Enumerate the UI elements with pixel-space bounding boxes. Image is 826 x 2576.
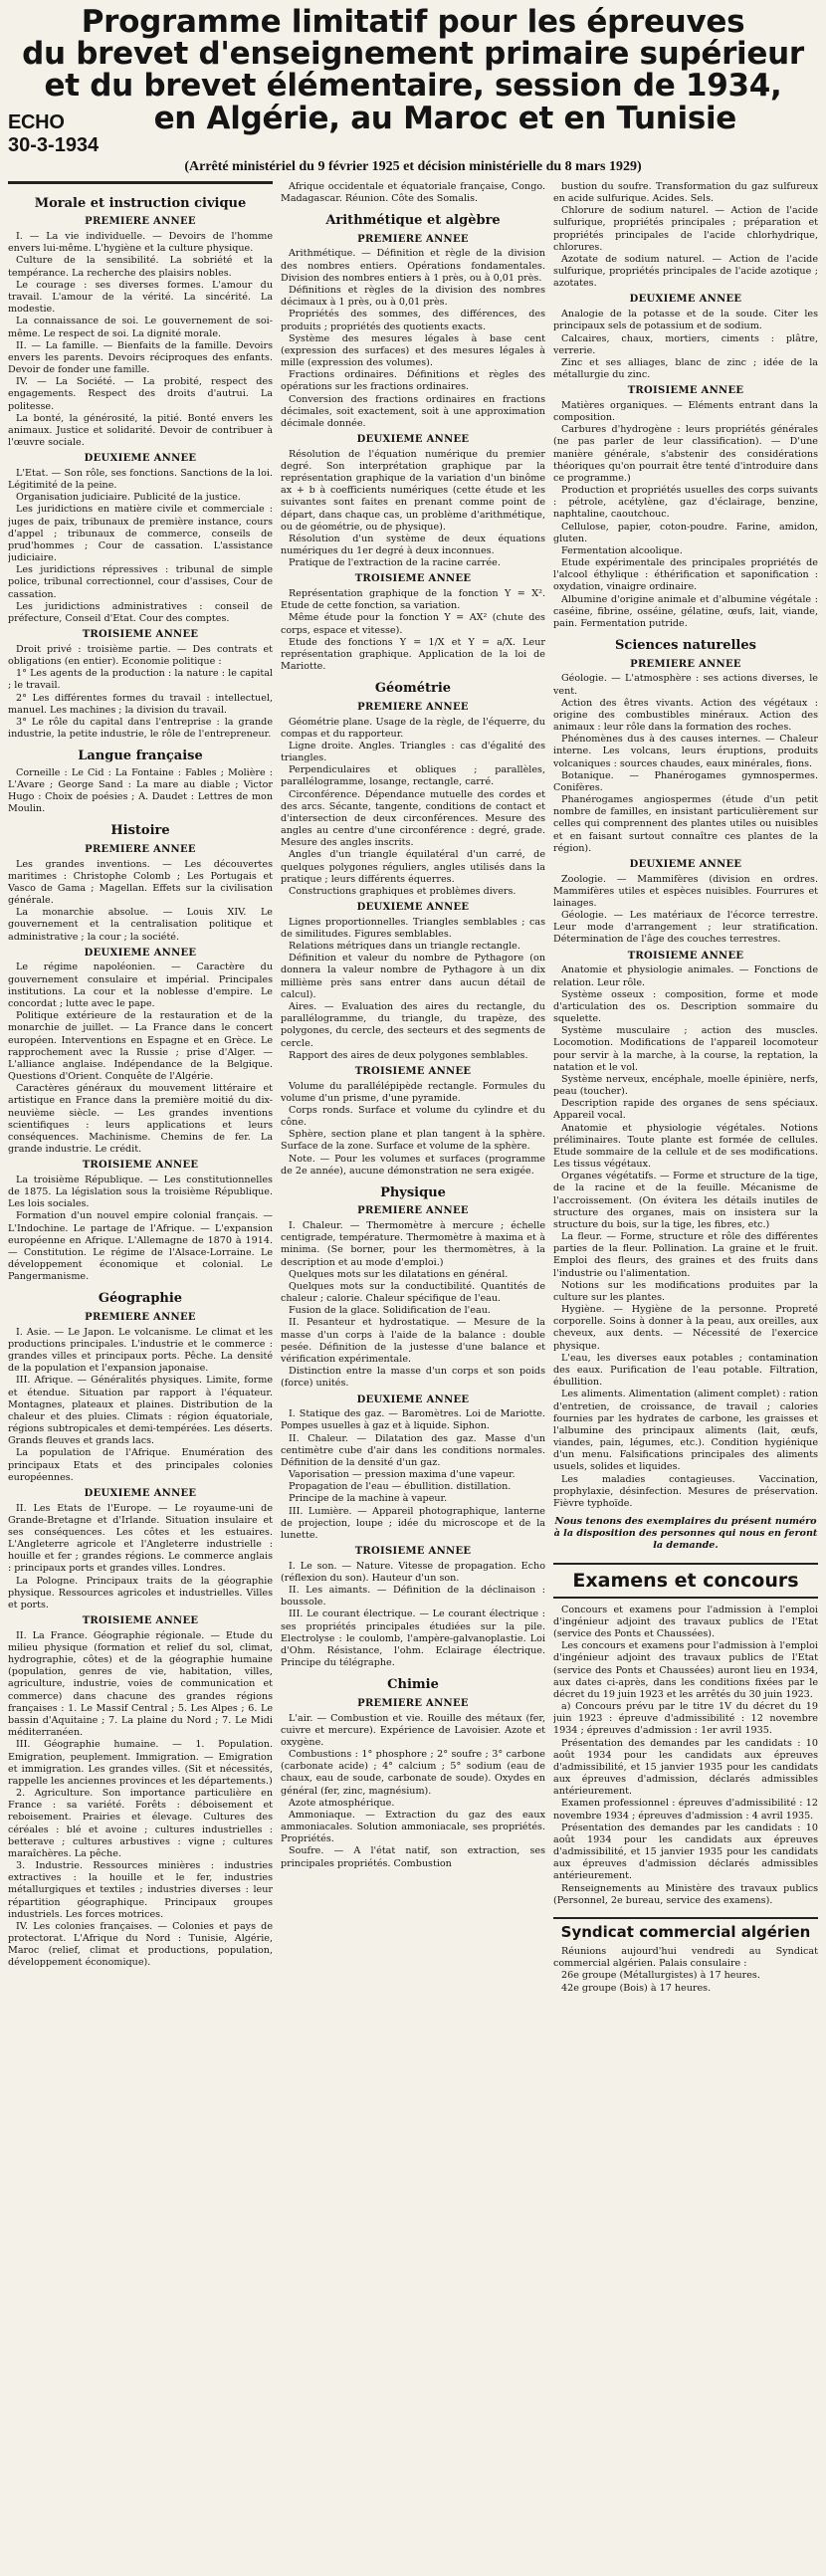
paragraph: Définitions et règles de la division des nombres décimaux à 1 près, ou à 0,01 près. — [281, 284, 545, 309]
paragraph: Fractions ordinaires. Définitions et règles des opérations sur les fractions ordinaires. — [281, 369, 545, 393]
paragraph: Anatomie et physiologie animales. — Fonctions de relation. Leur rôle. — [553, 965, 818, 988]
paragraph: Propriétés des sommes, des différences, des produits ; propriétés des quotients exacts. — [281, 309, 545, 332]
paragraph: Présentation des demandes par les candidats : 10 août 1934 pour les candidats aux épreuves d'admissibilité, et 15 janvier 1935 pour les candidats aux épreuves d'admission déclarés admissibles antérieurement. — [553, 1822, 818, 1882]
paragraph: Azote atmosphérique. — [289, 1797, 395, 1809]
paragraph: I. Le son. — Nature. Vitesse de propagation. Echo (réflexion du son). Hauteur d'un son. — [281, 1560, 545, 1584]
paragraph: Examen professionnel : épreuves d'admissibilité : 12 novembre 1934 ; épreuves d'admission : 4 avril 1935. — [553, 1798, 818, 1822]
year-heading: PREMIERE ANNEE — [85, 216, 196, 228]
paragraph: Conversion des fractions ordinaires en fractions décimales, soit exactement, soit à une approximation décimale donnée. — [281, 393, 545, 429]
paragraph: Réunions aujourd'hui vendredi au Syndicat commercial algérien. Palais consulaire : — [553, 1946, 818, 1970]
year-heading: TROISIEME ANNEE — [354, 1546, 472, 1558]
paragraph: Ligne droite. Angles. Triangles : cas d'égalité des triangles. — [281, 740, 545, 764]
section-heading: Arithmétique et algèbre — [325, 213, 501, 229]
paragraph: Renseignements au Ministère des travaux publics (Personnel, 2e bureau, service des examens). — [553, 1882, 818, 1906]
section-heading: Sciences naturelles — [615, 638, 756, 654]
paragraph: La troisième République. — Les constitutionnelles de 1875. La législation sous la troisième République. Les lois sociales. — [8, 1174, 273, 1210]
paragraph: III. Lumière. — Appareil photographique, lanterne de projection, loupe ; idée du microscope et de la lunette. — [281, 1505, 545, 1541]
paragraph: L'eau, les diverses eaux potables ; contamination des eaux. Purification de l'eau potable. Filtration, ébullition. — [553, 1352, 818, 1389]
paragraph: a) Concours prévu par le titre 1V du décret du 19 juin 1923 : épreuve d'admissibilité : 12 novembre 1934 ; épreuves d'admission : 1er avril 1935. — [553, 1701, 818, 1737]
paragraph: Analogie de la potasse et de la soude. Citer les principaux sels de potassium et de sodium. — [553, 309, 818, 332]
paragraph: Fusion de la glace. Solidification de l'eau. — [289, 1305, 491, 1317]
headline-line-3: et du brevet élémentaire, session de 1934, — [44, 68, 782, 105]
paragraph: Circonférence. Dépendance mutuelle des cordes et des arcs. Sécante, tangente, conditions de contact et d'intersection de deux circonférences. Mesure des angles au centre d'une circonférence : degré, grade. Mesure des angles inscrits. — [281, 788, 545, 849]
year-heading: PREMIERE ANNEE — [357, 233, 469, 245]
year-heading: PREMIERE ANNEE — [357, 1205, 469, 1217]
paragraph: Système des mesures légales à base cent (expression des surfaces) et des mesures légales à mille (expression des volumes). — [281, 332, 545, 369]
year-heading: TROISIEME ANNEE — [82, 629, 199, 641]
paragraph: Les juridictions répressives : tribunal de simple police, tribunal correctionnel, cour d'assises, Cour de cassation. — [8, 564, 273, 600]
paragraph: Pratique de l'extraction de la racine carrée. — [289, 557, 501, 569]
paragraph: L'air. — Combustion et vie. Rouille des métaux (fer, cuivre et mercure). Expérience de Lavoisier. Azote et oxygène. — [281, 1712, 545, 1748]
paragraph: 2° Les différentes formes du travail : intellectuel, manuel. Les machines ; la division du travail. — [8, 692, 273, 716]
paragraph: Droit privé : troisième partie. — Des contrats et obligations (en entier). Economie politique : — [8, 643, 273, 667]
paragraph: Culture de la sensibilité. La sobriété et la tempérance. La recherche des plaisirs nobles. — [8, 255, 273, 279]
year-heading: DEUXIEME ANNEE — [356, 902, 470, 914]
paragraph: Même étude pour la fonction Y = AX² (chute des corps, espace et vitesse). — [281, 612, 545, 636]
paragraph: I. Asie. — Le Japon. Le volcanisme. Le climat et les productions principales. L'industrie et le commerce : grandes villes et principaux ports. Pêche. La densité de la population et l'expansion japonaise. — [8, 1326, 273, 1375]
paragraph: Etude expérimentale des principales propriétés de l'alcool éthylique : éthérification et saponification : oxydation, vinaigre ordinaire. — [553, 557, 818, 593]
paragraph: II. Les aimants. — Définition de la déclinaison : boussole. — [281, 1585, 545, 1609]
paragraph: Vaporisation — pression maxima d'une vapeur. — [289, 1469, 516, 1481]
paragraph: III. Géographie humaine. — 1. Population. Emigration, peuplement. Immigration. — Emigration et immigration. Les grandes villes. (Sit et nécessités, rappelle les anciennes provinces et les départements.) — [8, 1739, 273, 1787]
paragraph: Cellulose, papier, coton-poudre. Farine, amidon, gluten. — [553, 521, 818, 544]
paragraph: Description rapide des organes de sens spéciaux. Appareil vocal. — [553, 1098, 818, 1122]
paragraph: I. Chaleur. — Thermomètre à mercure ; échelle centigrade, température. Thermomètre à maxima et à minima. (Se borner, pour les thermomètres, à la description et au mode d'emploi.) — [281, 1220, 545, 1268]
paragraph: 1° Les agents de la production : la nature : le capital ; le travail. — [8, 668, 273, 692]
section-banner: Syndicat commercial algérien — [553, 1917, 818, 1942]
paragraph: Système musculaire ; action des muscles. Locomotion. Modifications de l'appareil locomoteur pour servir à la marche, à la course, la reptation, la natation et le vol. — [553, 1025, 818, 1073]
paragraph: Production et propriétés usuelles des corps suivants : pétrole, acétylène, gaz d'éclairage, benzine, naphtaline, caoutchouc. — [553, 485, 818, 521]
paragraph: Principe de la machine à vapeur. — [289, 1493, 448, 1505]
paragraph: Représentation graphique de la fonction Y = X². Etude de cette fonction, sa variation. — [281, 588, 545, 612]
year-heading: PREMIERE ANNEE — [357, 1697, 469, 1709]
paragraph: Albumine d'origine animale et d'albumine végétale : caséine, fibrine, osséine, gélatine, œufs, lait, viande, pain. Fermentation putride. — [553, 593, 818, 629]
paragraph: 26e groupe (Métallurgistes) à 17 heures. — [561, 1970, 760, 1982]
section-heading: Histoire — [110, 823, 170, 839]
paragraph: Notions sur les modifications produites par la culture sur les plantes. — [553, 1279, 818, 1303]
paragraph: Les aliments. Alimentation (aliment complet) : ration d'entretien, de croissance, de travail ; calories fournies par les hydrates de carbone, les graisses et l'albumine des principaux aliments (lait, œufs, viandes, pain, légumes, etc.). Condition hygiénique d'un menu. Falsifications principales des aliments usuels, solides et liquides. — [553, 1389, 818, 1473]
paragraph: Relations métriques dans un triangle rectangle. — [289, 941, 520, 953]
echo-label: ECHO — [8, 110, 65, 133]
paragraph: Rapport des aires de deux polygones semblables. — [289, 1049, 528, 1061]
paragraph: Système nerveux, encéphale, moelle épinière, nerfs, peau (toucher). — [553, 1073, 818, 1098]
paragraph: Propagation de l'eau — ébullition. distillation. — [289, 1481, 512, 1493]
paragraph: II. Pesanteur et hydrostatique. — Mesure de la masse d'un corps à l'aide de la balance : double pesée. Définition de la justesse d'une balance et vérification expérimentale. — [281, 1317, 545, 1365]
paragraph: 2. Agriculture. Son importance particulière en France : sa variété. Forêts : déboisement et reboisement. Prairies et élevage. Cultures des céréales : blé et avoine ; cultures industrielles : betterave ; cultures arbustives : vigne ; cultures maraîchères. La pêche. — [8, 1788, 273, 1859]
paragraph: 42e groupe (Bois) à 17 heures. — [561, 1982, 712, 1994]
paragraph: 3. Industrie. Ressources minières : industries extractives : la houille et le fer, industries métallurgiques et textiles ; industries diverses : leur répartition géographique. Principaux groupes industriels. Les forces motrices. — [8, 1860, 273, 1920]
paragraph: Caractères généraux du mouvement littéraire et artistique en France dans la première moitié du dix-neuvième siècle. — Les grandes inventions scientifiques : leurs applications et leurs conséquences. Machinisme. Chemins de fer. La grande industrie. Le crédit. — [8, 1083, 273, 1156]
paragraph: Présentation des demandes par les candidats : 10 août 1934 pour les candidats aux épreuves d'admissibilité, et 15 janvier 1935 pour les candidats aux épreuves d'admission, déclarés admissibles antérieurement. — [553, 1737, 818, 1798]
year-heading: PREMIERE ANNEE — [85, 1311, 196, 1323]
year-heading: TROISIEME ANNEE — [82, 1615, 199, 1627]
decree-reference: (Arrêté ministériel du 9 février 1925 et décision ministérielle du 8 mars 1929) — [184, 158, 642, 174]
paragraph: Sphère, section plane et plan tangent à la sphère. Surface de la zone. Surface et volume de la sphère. — [281, 1129, 545, 1153]
column-2 — [281, 181, 545, 2461]
paragraph: La Pologne. Principaux traits de la géographie physique. Ressources agricoles et industrielles. Villes et ports. — [8, 1575, 273, 1610]
headline-line-1: Programme limitatif pour les épreuves — [81, 4, 745, 40]
paragraph: Aires. — Evaluation des aires du rectangle, du parallélogramme, du triangle, du trapèze, des polygones, du cercle, des secteurs et des segments de cercle. — [281, 1001, 545, 1049]
year-heading: PREMIERE ANNEE — [85, 843, 196, 855]
paragraph: Combustions : 1° phosphore ; 2° soufre ; 3° carbone (carbonate acide) ; 4° calcium ; 5° sodium (eau de chaux, eau de soude, carbonate de soude). Oxydes en général (fer, zinc, magnésium). — [281, 1749, 545, 1797]
dateline — [8, 134, 818, 157]
paragraph: III. Afrique. — Généralités physiques. Limite, forme et étendue. Situation par rapport à l'équateur. Montagnes, plateaux et plaines. Distribution de la chaleur et des pluies. Climats : région équatoriale, régions subtropicales et demi-tempérées. Les déserts. Grands fleuves et grands lacs. — [8, 1375, 273, 1447]
year-heading: DEUXIEME ANNEE — [84, 1487, 197, 1499]
paragraph: Les juridictions en matière civile et commerciale : juges de paix, tribunaux de première instance, cours d'appel ; tribunaux de commerce, conseils de prud'hommes ; Cour de cassation. L'assistance judiciaire. — [8, 504, 273, 564]
paragraph: Action des êtres vivants. Action des végétaux : origine des combustibles minéraux. Action des animaux : leur rôle dans la formation des roches. — [553, 697, 818, 734]
paragraph: II. Les Etats de l'Europe. — Le royaume-uni de Grande-Bretagne et d'Irlande. Situation insulaire et ses conséquences. Les côtes et les estuaires. L'Angleterre agricole et l'Angleterre industrielle : houille et fer ; grandes régions. Le commerce anglais : principaux ports et grandes villes. Londres. — [8, 1502, 273, 1575]
paragraph: Les concours et examens pour l'admission à l'emploi d'ingénieur adjoint des travaux publics de l'Etat (service des Ponts et Chaussées) auront lieu en 1934, aux dates ci-après, dans les conditions fixées par le décret du 19 juin 1923 et les arrêtés du 30 juin 1923. — [553, 1640, 818, 1700]
section-heading: Physique — [380, 1184, 446, 1200]
notice: Nous tenons des exemplaires du présent numéro à la disposition des personnes qui nous en feront la demande. — [553, 1516, 818, 1552]
paragraph: Ammoniaque. — Extraction du gaz des eaux ammoniacales. Solution ammoniacale, ses propriétés. Propriétés. — [281, 1809, 545, 1845]
paragraph: Le courage : ses diverses formes. L'amour du travail. L'amour de la vérité. La sincérité. La modestie. — [8, 279, 273, 316]
paragraph: Organisation judiciaire. Publicité de la justice. — [16, 492, 241, 504]
paragraph: Formation d'un nouvel empire colonial français. — L'Indochine. Le partage de l'Afrique. — L'expansion européenne en Afrique. L'Allemagne de 1870 à 1914. — Constitution. Le régime de l'Alsace-Lorraine. Le développement économique et colonial. Le Pangermanisme. — [8, 1210, 273, 1283]
paragraph: Géométrie plane. Usage de la règle, de l'équerre, du compas et du rapporteur. — [281, 716, 545, 740]
paragraph: II. La France. Géographie régionale. — Etude du milieu physique (formation et relief du sol, climat, hydrographie, côtes) et de la géographie humaine (population, genres de vie, habitation, villes, agriculture, industrie, voies de communication et commerce) dans chacune des grandes régions françaises : 1. Le Massif Central ; 5. Les Alpes ; 6. Le bassin d'Aquitaine ; 7. La plaine du Nord ; 7. Le Midi méditerranéen. — [8, 1629, 273, 1739]
publication-date: 30-3-1934 — [8, 133, 100, 156]
paragraph: II. Chaleur. — Dilatation des gaz. Masse d'un centimètre cube d'air dans les conditions normales. Définition de la densité d'un gaz. — [281, 1432, 545, 1468]
paragraph: Corps ronds. Surface et volume du cylindre et du cône. — [281, 1104, 545, 1129]
year-heading: PREMIERE ANNEE — [630, 658, 741, 670]
year-heading: DEUXIEME ANNEE — [84, 947, 197, 959]
paragraph: Résolution d'un système de deux équations numériques du 1er degré à deux inconnues. — [281, 533, 545, 557]
paragraph: Etude des fonctions Y = 1/X et Y = a/X. Leur représentation graphique. Application de la loi de Mariotte. — [281, 636, 545, 673]
year-heading: DEUXIEME ANNEE — [629, 858, 742, 870]
paragraph: Distinction entre la masse d'un corps et son poids (force) unités. — [281, 1366, 545, 1390]
year-heading: PREMIERE ANNEE — [357, 701, 469, 713]
year-heading: TROISIEME ANNEE — [82, 1160, 199, 1172]
year-heading: DEUXIEME ANNEE — [84, 453, 197, 465]
paragraph: L'Etat. — Son rôle, ses fonctions. Sanctions de la loi. Légitimité de la peine. — [8, 467, 273, 492]
year-heading: TROISIEME ANNEE — [627, 950, 744, 962]
paragraph: Phénomènes dus à des causes internes. — Chaleur interne. Les volcans, leurs éruptions, produits volcaniques : sources chaudes, eaux minérales, fions. — [553, 734, 818, 769]
paragraph: Lignes proportionnelles. Triangles semblables ; cas de similitudes. Figures semblables. — [281, 916, 545, 940]
paragraph: La connaissance de soi. Le gouvernement de soi-même. Le respect de soi. La dignité morale. — [8, 316, 273, 339]
paragraph: Concours et examens pour l'admission à l'emploi d'ingénieur adjoint des travaux publics de l'Etat (service des Ponts et Chaussées). — [553, 1604, 818, 1640]
paragraph: Azotate de sodium naturel. — Action de l'acide sulfurique, propriétés principales de l'acide azotique ; azotates. — [553, 253, 818, 290]
paragraph: Chlorure de sodium naturel. — Action de l'acide sulfurique, propriétés principales ; préparation et propriétés principales de l'acide chlorhydrique, chlorures. — [553, 205, 818, 253]
paragraph: Calcaires, chaux, mortiers, ciments : plâtre, verrerie. — [553, 332, 818, 356]
paragraph: Afrique occidentale et équatoriale française, Congo. Madagascar. Réunion. Côte des Somalis. — [281, 180, 545, 205]
paragraph: Géologie. — Les matériaux de l'écorce terrestre. Leur mode d'arrangement ; leur stratification. Détermination de l'âge des couches terrestres. — [553, 910, 818, 946]
year-heading: TROISIEME ANNEE — [354, 573, 472, 585]
paragraph: Fermentation alcoolique. — [561, 544, 683, 556]
paragraph: Zinc et ses alliages, blanc de zinc ; idée de la métallurgie du zinc. — [553, 356, 818, 381]
paragraph: Arithmétique. — Définition et règle de la division des nombres entiers. Opérations fondamentales. Division des nombres entiers à 1 près, ou à 0,01 près. — [281, 248, 545, 284]
paragraph: Définition et valeur du nombre de Pythagore (on donnera la valeur nombre de Pythagore à un dix millième près sans entrer dans aucun détail de calcul). — [281, 953, 545, 1000]
year-heading: DEUXIEME ANNEE — [629, 294, 742, 306]
paragraph: Perpendiculaires et obliques ; parallèles, parallélogramme, losange, rectangle, carré. — [281, 764, 545, 788]
section-heading: Morale et instruction civique — [34, 195, 247, 211]
headline-line-2: du brevet d'enseignement primaire supérieur — [22, 36, 804, 73]
column-1 — [8, 181, 273, 2468]
paragraph: II. — La famille. — Bienfaits de la famille. Devoirs envers les parents. Devoirs réciproques des enfants. Devoir de fonder une famille. — [8, 339, 273, 376]
paragraph: Botanique. — Phanérogames gymnospermes. Conifères. — [553, 769, 818, 793]
paragraph: IV. Les colonies françaises. — Colonies et pays de protectorat. L'Afrique du Nord : Tunisie, Algérie, Maroc (relief, climat et productions, population, développement économique). — [8, 1920, 273, 1969]
paragraph: La fleur. — Forme, structure et rôle des différentes parties de la fleur. Pollination. La graine et le fruit. Emploi des fleurs, des graines et des fruits dans l'industrie ou l'alimentation. — [553, 1231, 818, 1279]
paragraph: La bonté, la générosité, la pitié. Bonté envers les animaux. Justice et solidarité. Devoir de contribuer à l'œuvre sociale. — [8, 412, 273, 449]
section-heading: Chimie — [387, 1677, 439, 1693]
paragraph: 3° Le rôle du capital dans l'entreprise : la grande industrie, la petite industrie, le rôle de l'entrepreneur. — [8, 716, 273, 741]
paragraph: Les maladies contagieuses. Vaccination, prophylaxie, désinfection. Mesures de préservation. Fièvre typhoïde. — [553, 1473, 818, 1509]
paragraph: I. — La vie individuelle. — Devoirs de l'homme envers lui-même. L'hygiène et la culture physique. — [8, 231, 273, 255]
paragraph: Géologie. — L'atmosphère : ses actions diverses, le vent. — [553, 673, 818, 697]
paragraph: Corneille : Le Cid : La Fontaine : Fables ; Molière : L'Avare ; George Sand : La mare au diable ; Victor Hugo : Choix de poésies ; A. Daudet : Lettres de mon Moulin. — [8, 766, 273, 815]
article-columns — [8, 181, 818, 2468]
section-heading: Langue française — [78, 749, 203, 764]
paragraph: IV. — La Société. — La probité, respect des engagements. Respect des droits d'autrui. La politesse. — [8, 376, 273, 412]
section-banner: Examens et concours — [553, 1563, 818, 1599]
paragraph: III. Le courant électrique. — Le courant électrique : ses propriétés principales étudiées sur la pile. Electrolyse : le coulomb, l'ampère-galvanoplastie. Loi d'Ohm. Résistance, l'ohm. Eclairage électrique. Principe du télégraphe. — [281, 1609, 545, 1669]
paragraph: bustion du soufre. Transformation du gaz sulfureux en acide sulfurique. Acides. Sels. — [553, 180, 818, 205]
paragraph: Volume du parallélépipède rectangle. Formules du volume d'un prisme, d'une pyramide. — [281, 1080, 545, 1104]
year-heading: TROISIEME ANNEE — [354, 1065, 472, 1077]
paragraph: Organes végétatifs. — Forme et structure de la tige, de la racine et de la feuille. Mécanisme de l'accroissement. (On évitera les détails inutiles de structure des organes, mais on insistera sur la structure du bois, sur la tige, les fibres, etc.) — [553, 1171, 818, 1230]
year-heading: DEUXIEME ANNEE — [356, 1394, 470, 1405]
paragraph: Matières organiques. — Eléments entrant dans la composition. — [553, 399, 818, 424]
paragraph: Les grandes inventions. — Les découvertes maritimes : Christophe Colomb ; Les Portugais et Vasco de Gama ; Magellan. Effets sur la civilisation générale. — [8, 858, 273, 907]
paragraph: Résolution de l'équation numérique du premier degré. Son interprétation graphique par la représentation graphique de la variation d'un binôme ax + b à coefficients numériques (cette étude et les suivantes sont faites en prenant comme point de départ, dans chaque cas, un problème d'arithmétique, ou de géométrie, ou de physique). — [281, 448, 545, 533]
paragraph: La population de l'Afrique. Enumération des principaux Etats et des principales colonies européennes. — [8, 1447, 273, 1483]
paragraph: Quelques mots sur la conductibilité. Quantités de chaleur ; calorie. Chaleur spécifique de l'eau. — [281, 1280, 545, 1305]
paragraph: Phanérogames angiospermes (étude d'un petit nombre de familles, en insistant particulièrement sur celles qui comprennent des plantes utiles ou nuisibles et en faisant surtout connaître ces plantes de la région). — [553, 794, 818, 854]
year-heading: TROISIEME ANNEE — [627, 385, 744, 397]
paragraph: Carbures d'hydrogène : leurs propriétés générales (ne pas parler de leur classification). — D'une manière générale, s'abstenir des considérations théoriques qu'on pourrait être tenté d'introduire dans ce programme.) — [553, 424, 818, 484]
paragraph: Quelques mots sur les dilatations en général. — [289, 1268, 509, 1280]
paragraph: I. Statique des gaz. — Baromètres. Loi de Mariotte. Pompes usuelles à gaz et à liquide. Siphon. — [281, 1408, 545, 1432]
paragraph: Politique extérieure de la restauration et de la monarchie de juillet. — La France dans le concert européen. Interventions en Espagne et en Grèce. Le rapprochement avec la Russie ; prise d'Alger. — L'alliance anglaise. Indépendance de la Belgique. Questions d'Orient. Conquête de l'Algérie. — [8, 1010, 273, 1083]
headline-line-4: en Algérie, au Maroc et en Tunisie — [153, 100, 737, 136]
section-heading: Géométrie — [374, 681, 452, 697]
paragraph: Les juridictions administratives : conseil de préfecture, Conseil d'Etat. Cour des comptes. — [8, 600, 273, 624]
column-3 — [553, 181, 818, 2461]
paragraph: Système osseux : composition, forme et mode d'articulation des os. Description sommaire du squelette. — [553, 988, 818, 1025]
paragraph: Anatomie et physiologie végétales. Notions préliminaires. Toute plante est formée de cellules. Etude sommaire de la cellule et de ses modifications. Les tissus végétaux. — [553, 1122, 818, 1171]
headline-line-4-row — [8, 100, 818, 136]
paragraph: Constructions graphiques et problèmes divers. — [289, 885, 516, 897]
paragraph: Note. — Pour les volumes et surfaces (programme de 2e année), aucune démonstration ne sera exigée. — [281, 1153, 545, 1177]
paragraph: Angles d'un triangle équilatéral d'un carré, de quelques polygones réguliers, angles utilisés dans la pratique ; leurs différents équerres. — [281, 849, 545, 885]
paragraph: Hygiène. — Hygiène de la personne. Propreté corporelle. Soins à donner à la peau, aux oreilles, aux cheveux, aux dents. — Nécessité de l'exercice physique. — [553, 1304, 818, 1352]
paragraph: Le régime napoléonien. — Caractère du gouvernement consulaire et impérial. Principales institutions. La cour et la noblesse d'empire. Le concordat ; lutte avec le pape. — [8, 962, 273, 1009]
paragraph: Soufre. — A l'état natif, son extraction, ses principales propriétés. Combustion — [281, 1845, 545, 1869]
year-heading: DEUXIEME ANNEE — [356, 434, 470, 446]
section-heading: Géographie — [98, 1291, 183, 1307]
headline — [8, 6, 818, 134]
paragraph: Zoologie. — Mammifères (division en ordres. Mammifères utiles et espèces nuisibles. Fourrures et lainages. — [553, 873, 818, 909]
paragraph: La monarchie absolue. — Louis XIV. Le gouvernement et la centralisation politique et administrative ; la cour ; la société. — [8, 907, 273, 943]
